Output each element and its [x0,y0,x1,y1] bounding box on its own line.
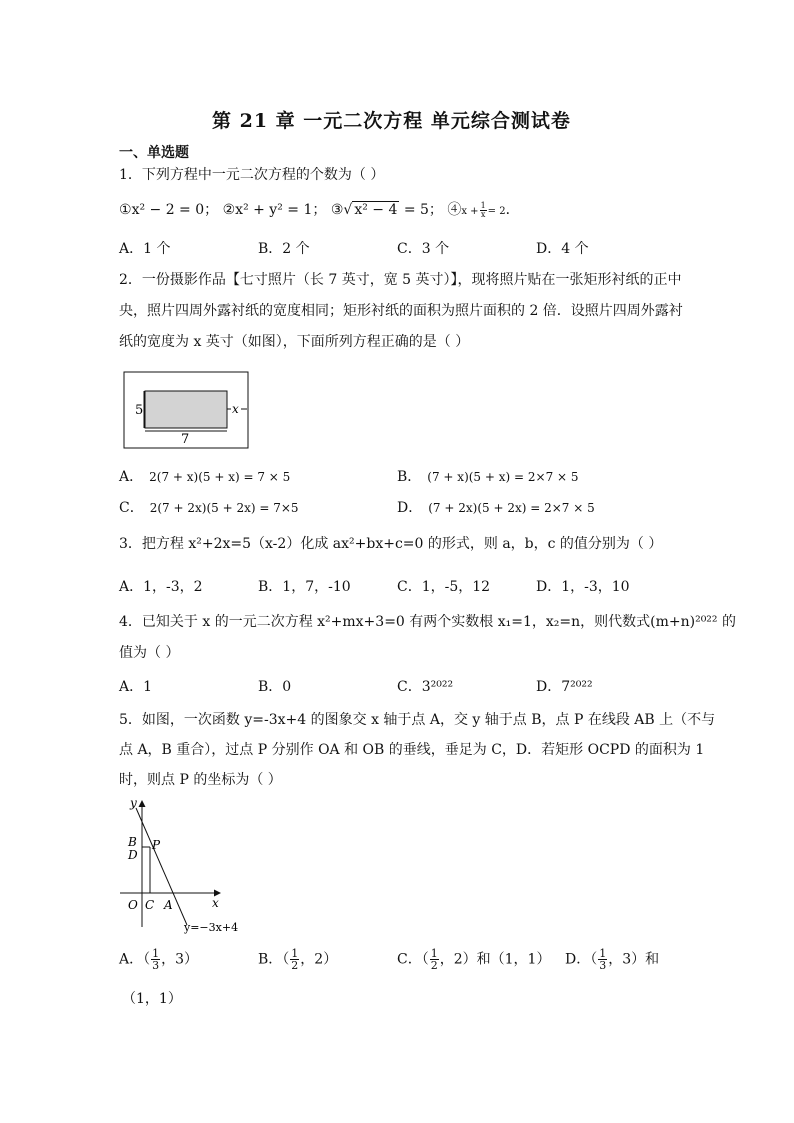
q2-option-a-label: A． [119,469,144,485]
q1-e4-lhs: x + [461,206,479,217]
q5-option-c-label: C． [397,951,422,968]
q5-line3: 时，则点 P 的坐标为（ ） [119,772,282,788]
label-o: O [128,898,138,912]
q2-option-b-eq: (7 + x)(5 + x) = 2×7 × 5 [427,470,579,484]
q1-e4-rhs: = 2 [487,206,506,217]
q2-photo-figure [123,371,249,449]
q2-option-c-eq: 2(7 + 2x)(5 + 2x) = 7×5 [149,501,299,515]
q1-e3-mark: ③ [330,202,344,218]
q4-option-c[interactable]: C．3²⁰²² [397,679,454,695]
q2-option-c-label: C． [119,500,144,516]
label-y: y [130,796,137,810]
q1-stem: 1．下列方程中一元二次方程的个数为（ ） [119,167,385,183]
q5-line2: 点 A，B 重合），过点 P 分别作 OA 和 OB 的垂线，垂足为 C，D．若矩形 OCPD 的面积为 1 [119,742,705,758]
q1-option-c[interactable]: C．3 个 [397,241,450,257]
q5-line1: 5．如图，一次函数 y=-3x+4 的图象交 x 轴于点 A，交 y 轴于点 B，点 P 在线段 AB 上（不与 [119,712,716,728]
line-y-eq-neg3x-plus4 [136,808,187,925]
q5-option-a-den: 3 [152,959,160,972]
section-heading: 一、单选题 [119,145,189,161]
q1-equations: ①x² − 2 = 0； ②x² + y² = 1； ③√ x² − 4 = 5； ④x + $\frac{1}{x}$ = 2． [119,200,520,219]
label-d: D [128,848,138,862]
q5-option-d-den: 3 [599,959,607,972]
q2-label-x: x [232,402,239,416]
q1-option-b[interactable]: B．2 个 [258,241,310,257]
q4-line1: 4．已知关于 x 的一元二次方程 x²+mx+3=0 有两个实数根 x₁=1，x₂=n，则代数式(m+n)²⁰²² 的 [119,614,736,630]
q5-option-b-rest: ，2） [300,951,338,968]
q5-option-d-continued: （1，1） [122,991,182,1007]
q5-option-b-den: 2 [291,959,299,972]
q5-option-d[interactable] [565,948,659,971]
q2-line1: 2．一份摄影作品【七寸照片（长 7 英寸，宽 5 英寸）】，现将照片贴在一张矩形衬纸的正中 [119,272,682,288]
q3-stem: 3．把方程 x²+2x=5（x-2）化成 ax²+bx+c=0 的形式，则 a，b，c 的值分别为（ ） [119,536,663,552]
q4-option-a[interactable]: A．1 [119,679,153,695]
label-p: P [152,838,161,852]
q5-option-a-num: 1 [152,947,160,960]
q3-option-a[interactable]: A．1，-3，2 [119,579,203,595]
label-a: A [164,898,173,912]
label-equation: y=−3x+4 [184,921,239,934]
label-b: B [128,835,137,849]
q4-option-b[interactable]: B．0 [258,679,292,695]
label-c: C [145,898,155,912]
q5-option-b[interactable] [258,948,337,971]
q5-option-d-open: （ [590,951,598,968]
q2-option-b-label: B． [397,469,422,485]
q1-e1: x² − 2 = 0 [131,202,205,218]
q5-option-c-den: 2 [430,959,438,972]
q1-e4-num: 1 [480,200,486,210]
q5-option-b-num: 1 [291,947,299,960]
q2-line2: 央，照片四周外露衬纸的宽度相同；矩形衬纸的面积为照片面积的 2 倍．设照片四周外露衬 [119,303,683,319]
q5-option-b-label: B． [258,951,283,968]
q2-label-len: 7 [181,432,190,447]
q2-option-a-eq: 2(7 + x)(5 + x) = 7 × 5 [149,470,291,484]
q5-option-d-label: D． [565,951,591,968]
q2-option-c[interactable] [119,497,299,517]
q1-e4-den: x [480,209,486,219]
q2-photo [145,391,227,428]
q5-option-b-open: （ [282,951,290,968]
q4-line2: 值为（ ） [119,645,180,661]
q3-option-d[interactable]: D．1，-3，10 [536,579,630,595]
q5-option-c-open: （ [421,951,429,968]
q1-e2-mark: ② [222,202,236,218]
q1-option-d[interactable]: D．4 个 [536,241,589,257]
q5-option-d-rest: ，3）和 [608,951,660,968]
q5-option-a-label: A． [119,951,144,968]
q3-option-b[interactable]: B．1，7，-10 [258,579,351,595]
q5-graph-figure [112,795,262,935]
q5-option-a[interactable] [119,948,198,971]
q2-option-b[interactable] [397,466,579,486]
q2-option-a[interactable] [119,466,290,486]
q2-option-d-label: D． [397,500,423,516]
q1-e3-radicand: x² − 4 [354,202,398,218]
q1-option-a[interactable]: A．1 个 [119,241,171,257]
q2-label-wid: 5 [135,403,144,418]
q5-option-a-rest: ，3） [161,951,199,968]
q1-e1-mark: ① [119,202,132,218]
q5-option-d-num: 1 [599,947,607,960]
q1-e4-mark: ④ [447,202,462,218]
q5-option-c-rest: ，2）和（1，1） [439,951,551,968]
q2-line3: 纸的宽度为 x 英寸（如图），下面所列方程正确的是（ ） [119,334,470,350]
q2-option-d-eq: (7 + 2x)(5 + 2x) = 2×7 × 5 [428,501,595,515]
q4-option-d[interactable]: D．7²⁰²² [536,679,593,695]
q5-option-c[interactable] [397,948,550,971]
label-x: x [212,896,219,910]
q1-e2: x² + y² = 1 [235,202,313,218]
q5-option-a-open: （ [143,951,151,968]
q5-option-c-num: 1 [430,947,438,960]
q3-option-c[interactable]: C．1，-5，12 [397,579,491,595]
q2-option-d[interactable] [397,497,595,517]
page-title: 第 21 章 一元二次方程 单元综合测试卷 [212,110,571,132]
q1-e3-rhs: = 5 [403,202,429,218]
